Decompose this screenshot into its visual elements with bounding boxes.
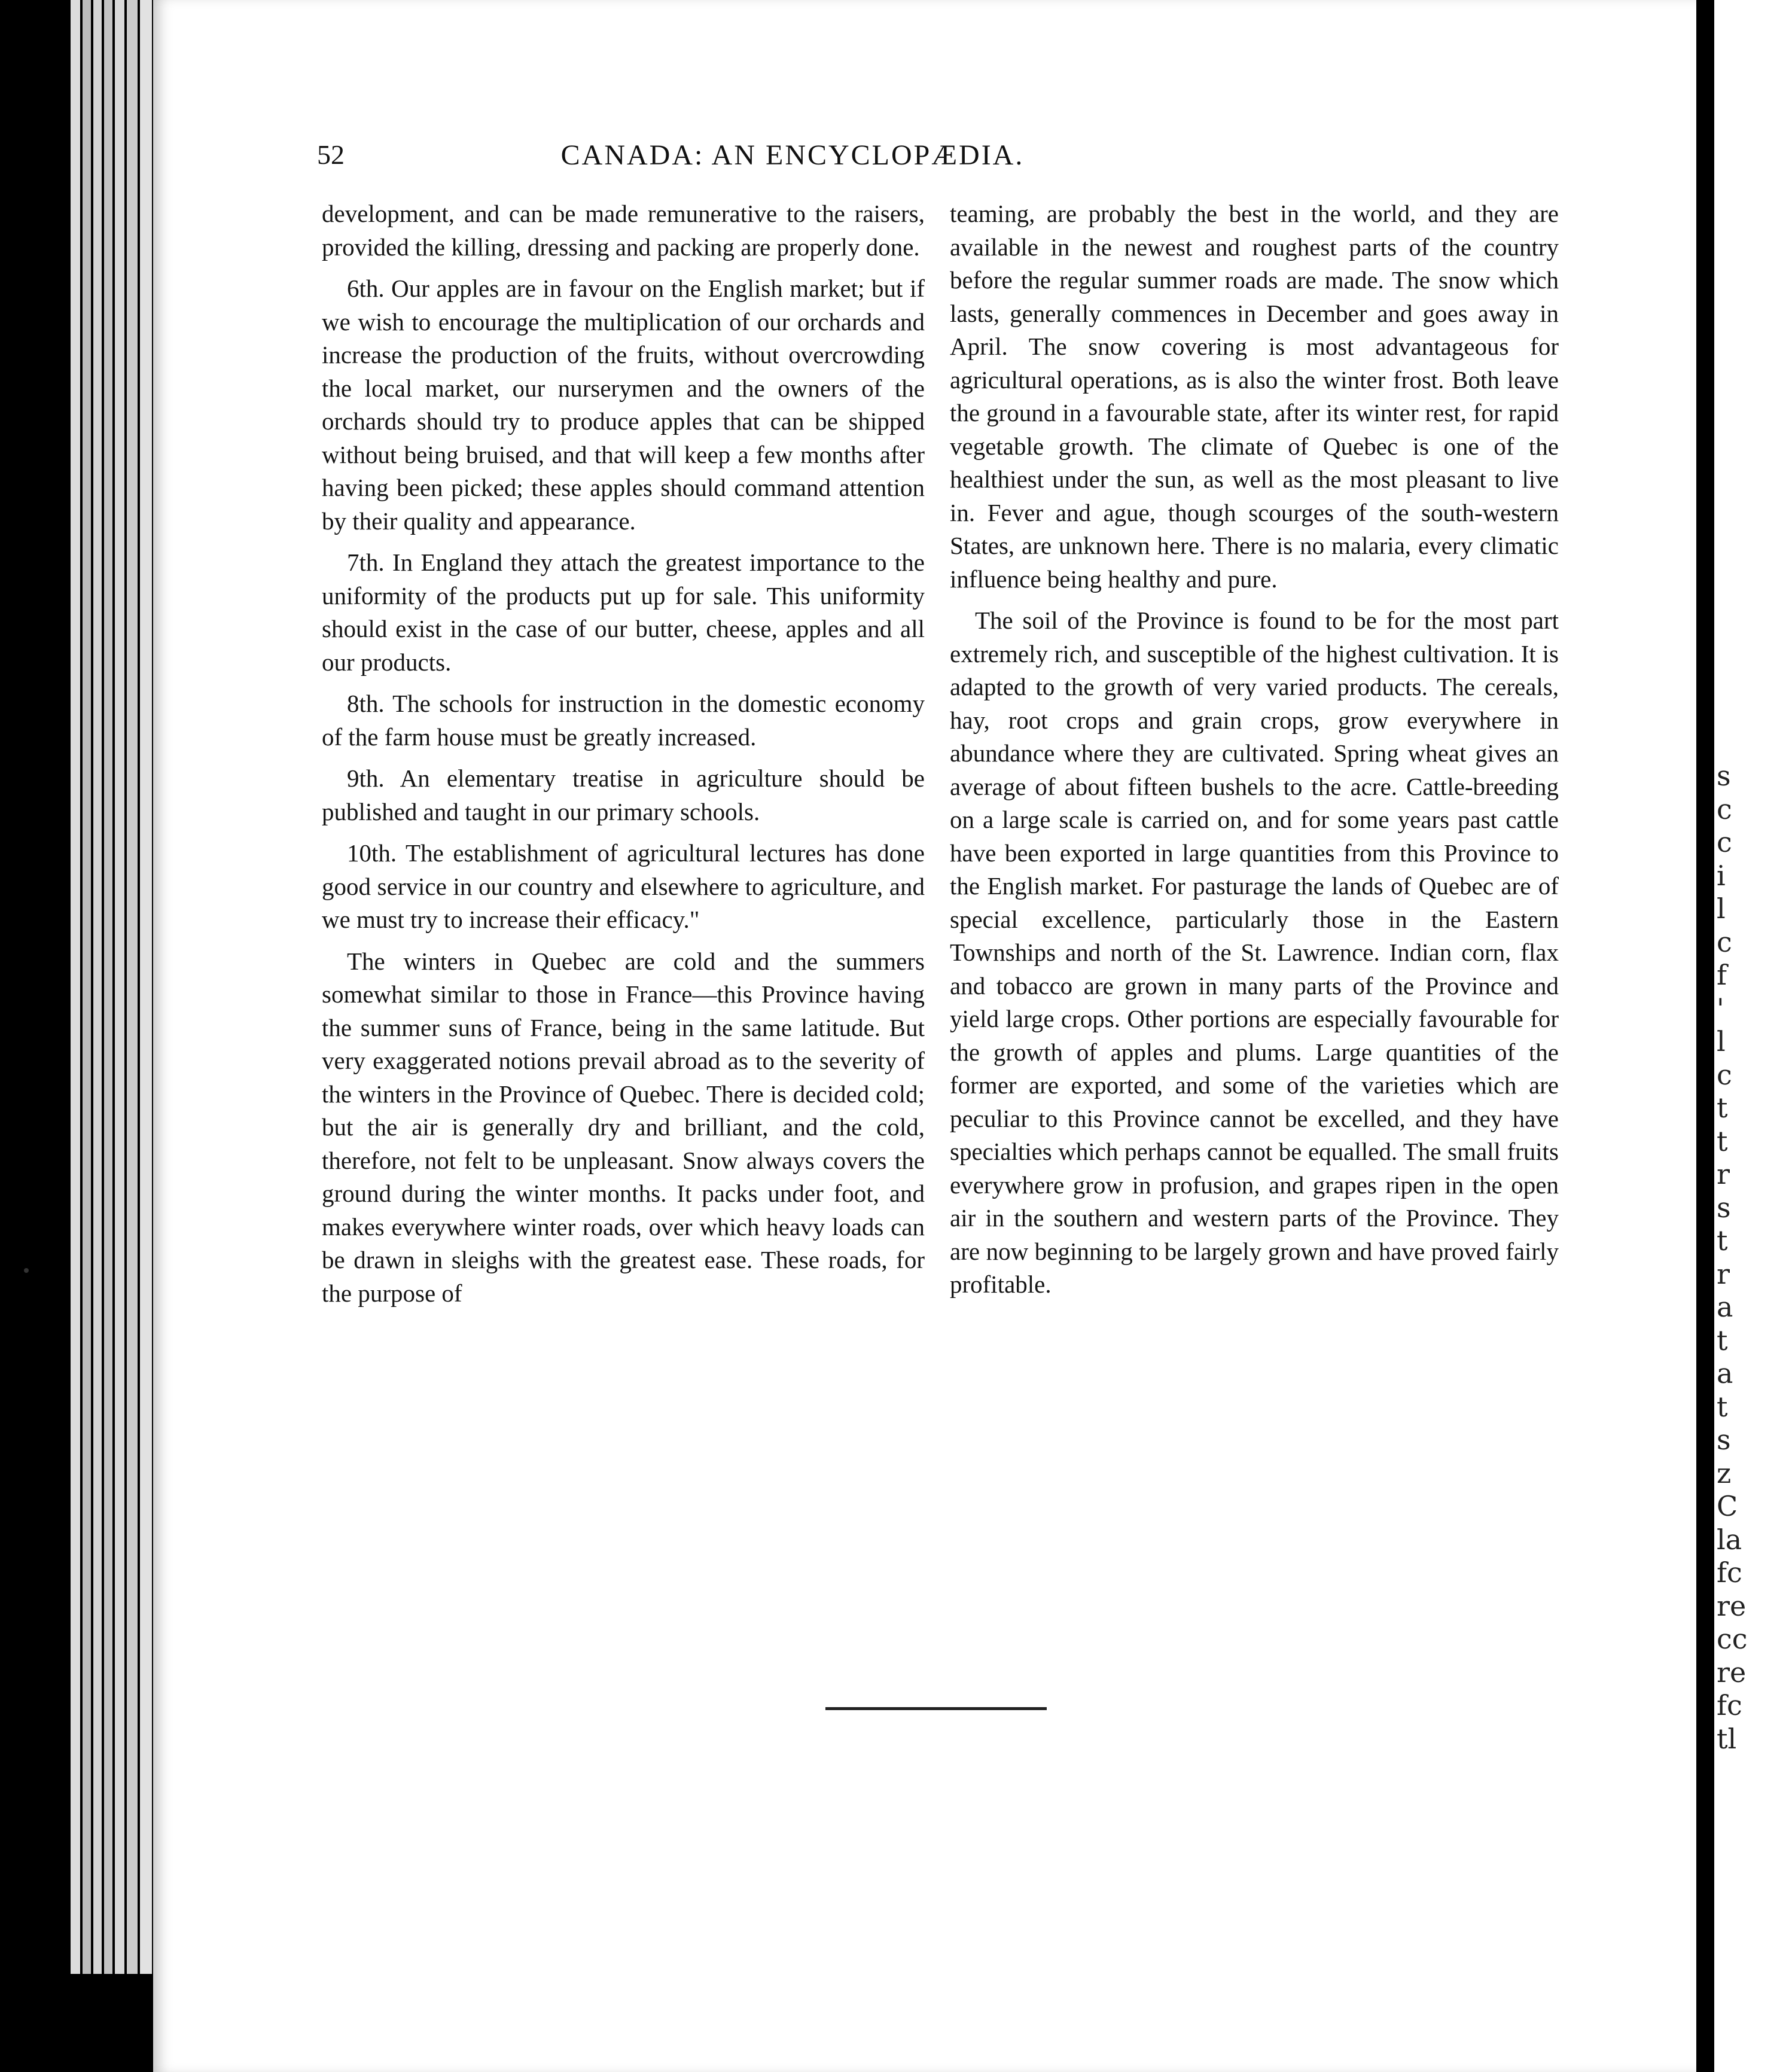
facing-page-fragment: t — [1717, 1390, 1728, 1423]
facing-page-fragment: la — [1717, 1523, 1742, 1556]
running-head: CANADA: AN ENCYCLOPÆDIA. — [560, 139, 1025, 171]
page-header — [317, 132, 1268, 179]
right-text-column — [950, 197, 1559, 1310]
facing-page-fragment: s — [1717, 760, 1731, 792]
paragraph: The soil of the Province is found to be for the most part extremely rich, and susceptible of the highest cultivation. It is adapted to the growth of very varied products. The cereals, hay, root crops and grain crops, grow everywhere in abundance where they are cultivated. Spring wheat gives an average of about fifteen bushels to the acre. Cattle-breeding on a large scale is carried on, and for some years past cattle have been exported in large quantities from this Province to the English market. For pasturage the lands of Quebec are of special excellence, particularly those in the Eastern Townships and north of the St. Lawrence. Indian corn, flax and tobacco are grown in many parts of the Province and yield large crops. Other portions are especially favourable for the growth of apples and plums. Large quantities of the former are exported, and some of the varieties which are peculiar to this Province cannot be excelled, and they have specialties which perhaps cannot be equalled. The small fruits everywhere grow in profusion, and grapes ripen in the open air in the southern and western parts of the Province. They are now beginning to be largely grown and have proved fairly profitable. — [950, 607, 1559, 1298]
facing-page-fragment: cc — [1717, 1623, 1748, 1655]
page-edge — [104, 0, 112, 1974]
facing-page-fragment: l — [1717, 1025, 1726, 1058]
left-text-column — [322, 197, 925, 1318]
facing-page-fragment: z — [1717, 1457, 1732, 1489]
facing-page-fragment: r — [1717, 1257, 1730, 1290]
facing-page-fragment: fc — [1717, 1689, 1742, 1721]
facing-page-fragment: c — [1717, 925, 1732, 958]
page-edge — [140, 0, 152, 1974]
facing-page-fragment: t — [1717, 1324, 1728, 1357]
facing-page-fragment: a — [1717, 1291, 1733, 1323]
facing-page-fragment: i — [1717, 859, 1726, 892]
facing-page-fragment: l — [1717, 892, 1726, 925]
paragraph: 6th. Our apples are in favour on the English market; but if we wish to encourage the multiplication of our orchards and increase the production of the fruits, without overcrowding the local market, our nurserymen and the owners of the orchards should try to produce apples that can be shipped without being bruised, and that will keep a few months after having been picked; these apples should command attention by their quality and appearance. — [322, 275, 925, 535]
paragraph: 7th. In England they attach the greatest importance to the uniformity of the products put up for sale. This uniformity should exist in the case of our butter, cheese, apples and all our products. — [322, 549, 925, 676]
paragraph: 9th. An elementary treatise in agriculture should be published and taught in our primary schools. — [322, 764, 925, 825]
section-end-rule — [825, 1707, 1047, 1710]
facing-page-fragment: fc — [1717, 1556, 1742, 1589]
page-edge — [93, 0, 102, 1974]
facing-page-fragment: C — [1717, 1490, 1738, 1522]
facing-page-fragment: t — [1717, 1092, 1728, 1124]
scan-speck — [24, 1268, 29, 1273]
paragraph: The winters in Quebec are cold and the summers somewhat similar to those in France—this Province having the summer suns of France, being in the same latitude. But very exaggerated notions prevail abroad as to the severity of the winters in the Province of Quebec. There is decided cold; but the air is generally dry and brilliant, and the cold, therefore, not felt to be unpleasant. Snow always covers the ground during the winter months. It packs under foot, and makes everywhere winter roads, over which heavy loads can be drawn in sleighs with the greatest ease. These roads, for the purpose of — [322, 947, 925, 1307]
page-edge — [83, 0, 91, 1974]
facing-page-fragment: r — [1717, 1158, 1730, 1190]
facing-page-fragment: re — [1717, 1589, 1747, 1622]
page-edge — [71, 0, 80, 1974]
facing-page-sliver — [1714, 0, 1792, 2072]
facing-page-fragment: t — [1717, 1224, 1728, 1257]
paragraph: 10th. The establishment of agricultural lectures has done good service in our country and elsewhere to agriculture, and we must try to increase their efficacy." — [322, 839, 925, 933]
facing-page-fragment: re — [1717, 1656, 1747, 1689]
page-edge — [127, 0, 138, 1974]
paragraph: 8th. The schools for instruction in the domestic economy of the farm house must be greatly increased. — [322, 690, 925, 751]
paragraph: teaming, are probably the best in the world, and they are available in the newest and roughest parts of the country before the regular summer roads are made. The snow which lasts, generally commences in December and goes away in April. The snow covering is most advantageous for agricultural operations, as is also the winter frost. Both leave the ground in a favourable state, after its winter rest, for rapid vegetable growth. The climate of Quebec is one of the healthiest under the sun, as well as the most pleasant to live in. Fever and ague, though scourges of the south-western States, are unknown here. There is no malaria, every climatic influence being healthy and pure. — [950, 200, 1559, 593]
page-number: 52 — [317, 139, 345, 170]
facing-page-fragment: a — [1717, 1357, 1733, 1390]
facing-page-fragment: f — [1717, 959, 1727, 991]
page-edge — [115, 0, 124, 1974]
facing-page-fragment: c — [1717, 793, 1732, 825]
paragraph: development, and can be made remunerative to the raisers, provided the killing, dressing and packing are properly done. — [322, 200, 925, 261]
facing-page-fragment: t — [1717, 1125, 1728, 1157]
facing-page-fragment: c — [1717, 826, 1732, 858]
facing-page-fragment: ' — [1717, 992, 1724, 1025]
facing-page-fragment: s — [1717, 1191, 1731, 1224]
facing-page-fragment: c — [1717, 1058, 1732, 1091]
facing-page-fragment: s — [1717, 1424, 1731, 1456]
facing-page-fragment: tl — [1717, 1722, 1737, 1755]
